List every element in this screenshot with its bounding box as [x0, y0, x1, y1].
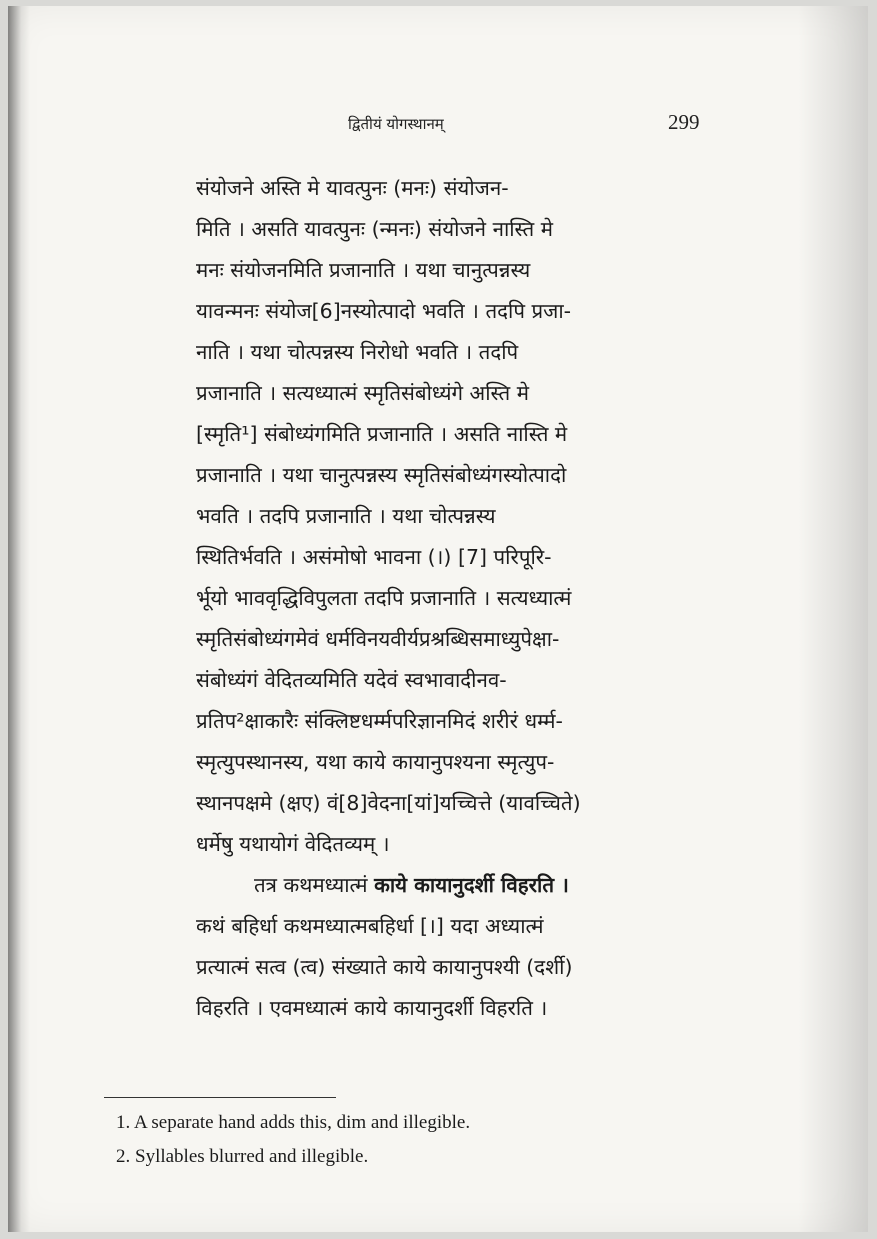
text-line: संयोजने अस्ति मे यावत्पुनः (मनः) संयोजन- — [196, 176, 509, 200]
book-page — [8, 6, 868, 1232]
text-line: स्मृतिसंबोध्यंगमेवं धर्मविनयवीर्यप्रश्रब्धिसमाध्युपेक्षा- — [196, 627, 560, 651]
text-line: प्रजानाति । सत्यध्यात्मं स्मृतिसंबोध्यंगे अस्ति मे — [196, 381, 529, 405]
text-line: कथं बहिर्धा कथमध्यात्मबहिर्धा [।] यदा अध्यात्मं — [196, 914, 544, 938]
text-line: यावन्मनः संयोज[6]नस्योत्पादो भवति । तदपि प्रजा- — [196, 299, 572, 323]
page-edge-shadow — [798, 6, 868, 1232]
footnote-1: 1. A separate hand adds this, dim and illegible. — [116, 1112, 471, 1133]
text-line: संबोध्यंगं वेदितव्यमिति यदेवं स्वभावादीनव- — [196, 668, 507, 692]
text-line: भवति । तदपि प्रजानाति । यथा चोत्पन्नस्य — [196, 504, 496, 528]
text-line: विहरति । एवमध्यात्मं काये कायानुदर्शी विहरति । — [196, 996, 548, 1020]
text-line: प्रत्यात्मं सत्व (त्व) संख्याते काये कायानुपश्यी (दर्शी) — [196, 955, 573, 979]
text-line: नाति । यथा चोत्पन्नस्य निरोधो भवति । तदपि — [196, 340, 519, 364]
text-line: स्थितिर्भवति । असंमोषो भावना (।) [7] परिपूरि- — [196, 545, 552, 569]
footnote-divider — [104, 1097, 336, 1098]
binding-shadow — [8, 6, 30, 1232]
text-line: र्भूयो भाववृद्धिविपुलता तदपि प्रजानाति । सत्यध्यात्मं — [196, 586, 572, 610]
text-line: प्रजानाति । यथा चानुत्पन्नस्य स्मृतिसंबोध्यंगस्योत्पादो — [196, 463, 567, 487]
text-line: मिति । असति यावत्पुनः (न्मनः) संयोजने नास्ति मे — [196, 217, 553, 241]
paragraph-lead-text: तत्र कथमध्यात्मं — [254, 873, 375, 897]
bold-phrase: काये कायानुदर्शी विहरति । — [374, 873, 569, 897]
footnotes — [116, 1106, 470, 1174]
text-line: स्मृत्युपस्थानस्य, यथा काये कायानुपश्यना स्मृत्युप- — [196, 750, 555, 774]
footnote-2: 2. Syllables blurred and illegible. — [116, 1146, 369, 1167]
text-line: प्रतिप²क्षाकारैः संक्लिष्टधर्म्मपरिज्ञानमिदं शरीरं धर्म्म- — [196, 709, 563, 733]
text-line: [स्मृति¹] संबोध्यंगमिति प्रजानाति । असति नास्ति मे — [196, 422, 568, 446]
body-text — [196, 168, 711, 1029]
text-line: मनः संयोजनमिति प्रजानाति । यथा चानुत्पन्नस्य — [196, 258, 531, 282]
paragraph-opening-line — [196, 865, 711, 906]
text-line: स्थानपक्षमे (क्षए) वं[8]वेदना[यां]यच्चित्ते (यावच्चिते) — [196, 791, 581, 815]
text-line: धर्मेषु यथायोगं वेदितव्यम् । — [196, 832, 390, 856]
page-number: 299 — [668, 110, 700, 134]
running-head: द्वितीयं योगस्थानम् — [348, 115, 444, 133]
